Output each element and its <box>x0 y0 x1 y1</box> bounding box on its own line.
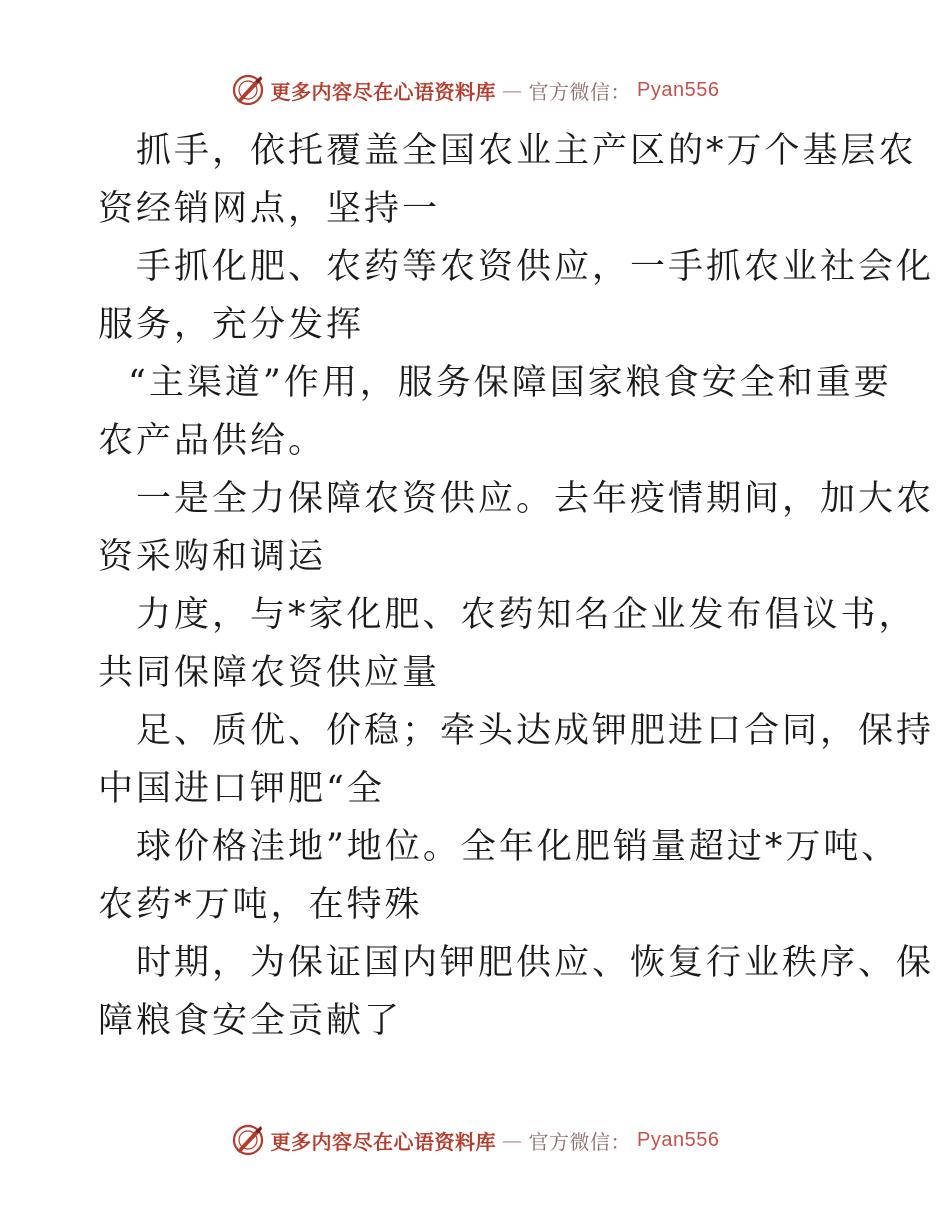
text-line: 球价格洼地”地位。全年化肥销量超过*万吨、 <box>136 827 900 867</box>
text-line: 中国进口钾肥“全 <box>98 769 385 809</box>
quill-pen-logo-icon <box>231 73 265 107</box>
header-brand: 更多内容尽在心语资料库 <box>270 79 497 104</box>
text-line: 抓手，依托覆盖全国农业主产区的*万个基层农 <box>136 131 917 171</box>
footer-label: 官方微信： <box>528 1129 632 1154</box>
text-line: 服务，充分发挥 <box>98 305 365 345</box>
text-line: 农产品供给。 <box>98 421 327 461</box>
text-line: 资采购和调运 <box>98 537 327 577</box>
text-line: 手抓化肥、农药等农资供应，一手抓农业社会化 <box>136 247 935 287</box>
footer-watermark <box>0 1120 950 1160</box>
footer-wechat-id: Pyan556 <box>637 1128 720 1151</box>
header-dash: — <box>502 78 523 102</box>
header-label: 官方微信： <box>528 79 632 104</box>
header-wechat-id: Pyan556 <box>637 78 720 101</box>
text-line: 一是全力保障农资供应。去年疫情期间，加大农 <box>136 479 935 519</box>
footer-brand: 更多内容尽在心语资料库 <box>270 1129 497 1154</box>
quill-pen-logo-icon <box>231 1123 265 1157</box>
text-line: 障粮食安全贡献了 <box>98 1001 403 1041</box>
text-line: 足、质优、价稳；牵头达成钾肥进口合同，保持 <box>136 711 935 751</box>
text-line: 农药*万吨，在特殊 <box>98 885 423 925</box>
text-line: 资经销网点，坚持一 <box>98 189 441 229</box>
header-watermark <box>0 70 950 110</box>
text-line: 力度，与*家化肥、农药知名企业发布倡议书， <box>136 595 917 635</box>
text-line: “主渠道”作用，服务保障国家粮食安全和重要 <box>128 363 892 403</box>
body-text <box>98 122 935 1050</box>
text-line: 共同保障农资供应量 <box>98 653 441 693</box>
text-line: 时期，为保证国内钾肥供应、恢复行业秩序、保 <box>136 943 935 983</box>
footer-dash: — <box>502 1128 523 1152</box>
